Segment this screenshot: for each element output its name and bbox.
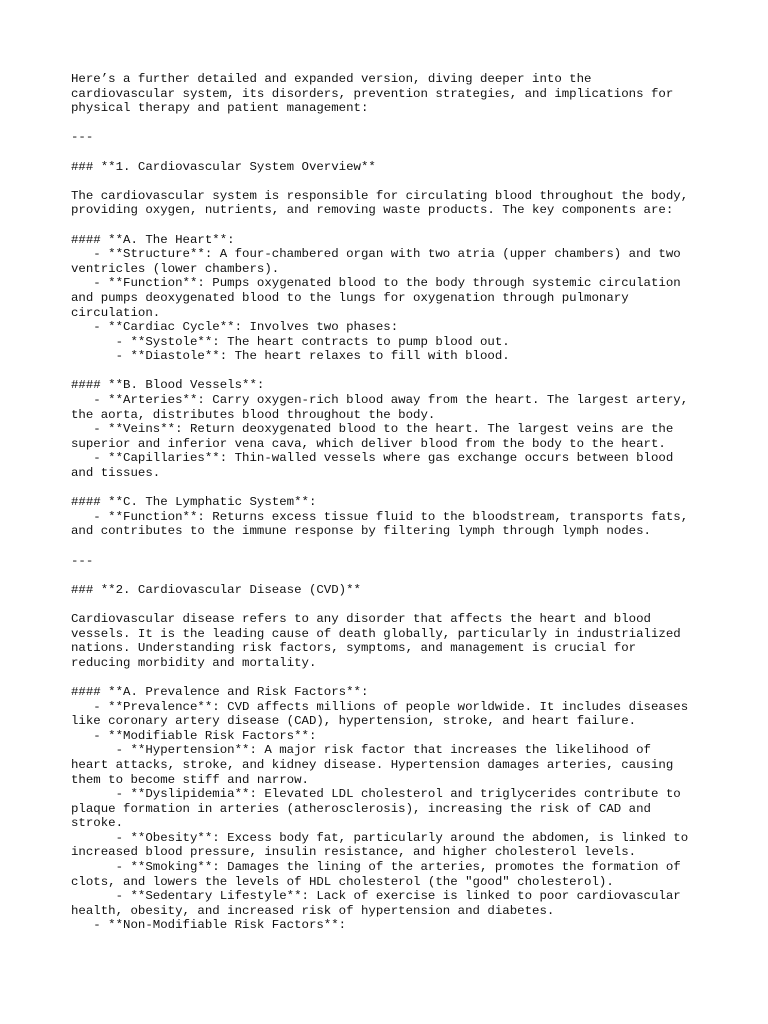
blank-line <box>71 568 731 583</box>
text-line: cardiovascular system, its disorders, prevention strategies, and implications for <box>71 86 674 101</box>
text-line: ventricles (lower chambers). <box>71 261 280 276</box>
text-line: nations. Understanding risk factors, symptoms, and management is crucial for <box>71 641 637 656</box>
section-heading: ### **2. Cardiovascular Disease (CVD)** <box>71 582 361 597</box>
bullet-line: - **Dyslipidemia**: Elevated LDL cholesterol and triglycerides contribute to <box>71 787 681 802</box>
subsection-heading: #### **C. The Lymphatic System**: <box>71 495 317 510</box>
blank-line <box>71 364 731 379</box>
text-line: and contributes to the immune response by filtering lymph through lymph nodes. <box>71 524 651 539</box>
blank-line <box>71 481 731 496</box>
text-line: and tissues. <box>71 466 161 481</box>
bullet-line: - **Sedentary Lifestyle**: Lack of exercise is linked to poor cardiovascular <box>71 889 681 904</box>
bullet-line: - **Non-Modifiable Risk Factors**: <box>71 918 347 933</box>
text-line: like coronary artery disease (CAD), hypertension, stroke, and heart failure. <box>71 714 637 729</box>
bullet-line: - **Prevalence**: CVD affects millions of people worldwide. It includes diseases <box>71 699 689 714</box>
text-line: the aorta, distributes blood throughout the body. <box>71 407 436 422</box>
text-line: and pumps deoxygenated blood to the lungs for oxygenation through pulmonary <box>71 290 629 305</box>
blank-line <box>71 116 731 131</box>
bullet-line: - **Structure**: A four-chambered organ with two atria (upper chambers) and two <box>71 247 681 262</box>
bullet-line: - **Veins**: Return deoxygenated blood to the heart. The largest veins are the <box>71 422 674 437</box>
text-line: reducing morbidity and mortality. <box>71 655 317 670</box>
document-body <box>71 72 731 933</box>
text-line: The cardiovascular system is responsible for circulating blood throughout the body, <box>71 188 689 203</box>
subsection-heading: #### **A. Prevalence and Risk Factors**: <box>71 684 369 699</box>
bullet-line: - **Capillaries**: Thin-walled vessels where gas exchange occurs between blood <box>71 451 674 466</box>
bullet-line: - **Smoking**: Damages the lining of the arteries, promotes the formation of <box>71 860 681 875</box>
blank-line <box>71 597 731 612</box>
text-line: vessels. It is the leading cause of death globally, particularly in industrialized <box>71 626 681 641</box>
text-line: providing oxygen, nutrients, and removing waste products. The key components are: <box>71 203 674 218</box>
text-line: health, obesity, and increased risk of hypertension and diabetes. <box>71 903 555 918</box>
text-line: stroke. <box>71 816 124 831</box>
bullet-line: - **Function**: Pumps oxygenated blood to the body through systemic circulation <box>71 276 681 291</box>
text-line: heart attacks, stroke, and kidney disease. Hypertension damages arteries, causing <box>71 757 674 772</box>
bullet-line: - **Systole**: The heart contracts to pump blood out. <box>71 334 510 349</box>
bullet-line: - **Obesity**: Excess body fat, particularly around the abdomen, is linked to <box>71 830 689 845</box>
subsection-heading: #### **A. The Heart**: <box>71 232 235 247</box>
text-line: them to become stiff and narrow. <box>71 772 309 787</box>
blank-line <box>71 218 731 233</box>
text-line: Cardiovascular disease refers to any disorder that affects the heart and blood <box>71 611 651 626</box>
text-line: superior and inferior vena cava, which deliver blood from the body to the heart. <box>71 436 666 451</box>
text-line: physical therapy and patient management: <box>71 101 369 116</box>
horizontal-rule-marker: --- <box>71 130 94 145</box>
blank-line <box>71 145 731 160</box>
blank-line <box>71 539 731 554</box>
text-line: increased blood pressure, insulin resistance, and higher cholesterol levels. <box>71 845 637 860</box>
text-line: Here’s a further detailed and expanded version, diving deeper into the <box>71 72 592 86</box>
bullet-line: - **Function**: Returns excess tissue fluid to the bloodstream, transports fats, <box>71 509 689 524</box>
section-heading: ### **1. Cardiovascular System Overview** <box>71 159 376 174</box>
text-line: plaque formation in arteries (atherosclerosis), increasing the risk of CAD and <box>71 801 651 816</box>
bullet-line: - **Hypertension**: A major risk factor that increases the likelihood of <box>71 743 651 758</box>
bullet-line: - **Arteries**: Carry oxygen-rich blood away from the heart. The largest artery, <box>71 393 689 408</box>
blank-line <box>71 670 731 685</box>
blank-line <box>71 174 731 189</box>
bullet-line: - **Cardiac Cycle**: Involves two phases: <box>71 320 399 335</box>
horizontal-rule-marker: --- <box>71 553 94 568</box>
bullet-line: - **Modifiable Risk Factors**: <box>71 728 317 743</box>
subsection-heading: #### **B. Blood Vessels**: <box>71 378 265 393</box>
text-line: clots, and lowers the levels of HDL cholesterol (the "good" cholesterol). <box>71 874 614 889</box>
text-line: circulation. <box>71 305 161 320</box>
bullet-line: - **Diastole**: The heart relaxes to fill with blood. <box>71 349 510 364</box>
